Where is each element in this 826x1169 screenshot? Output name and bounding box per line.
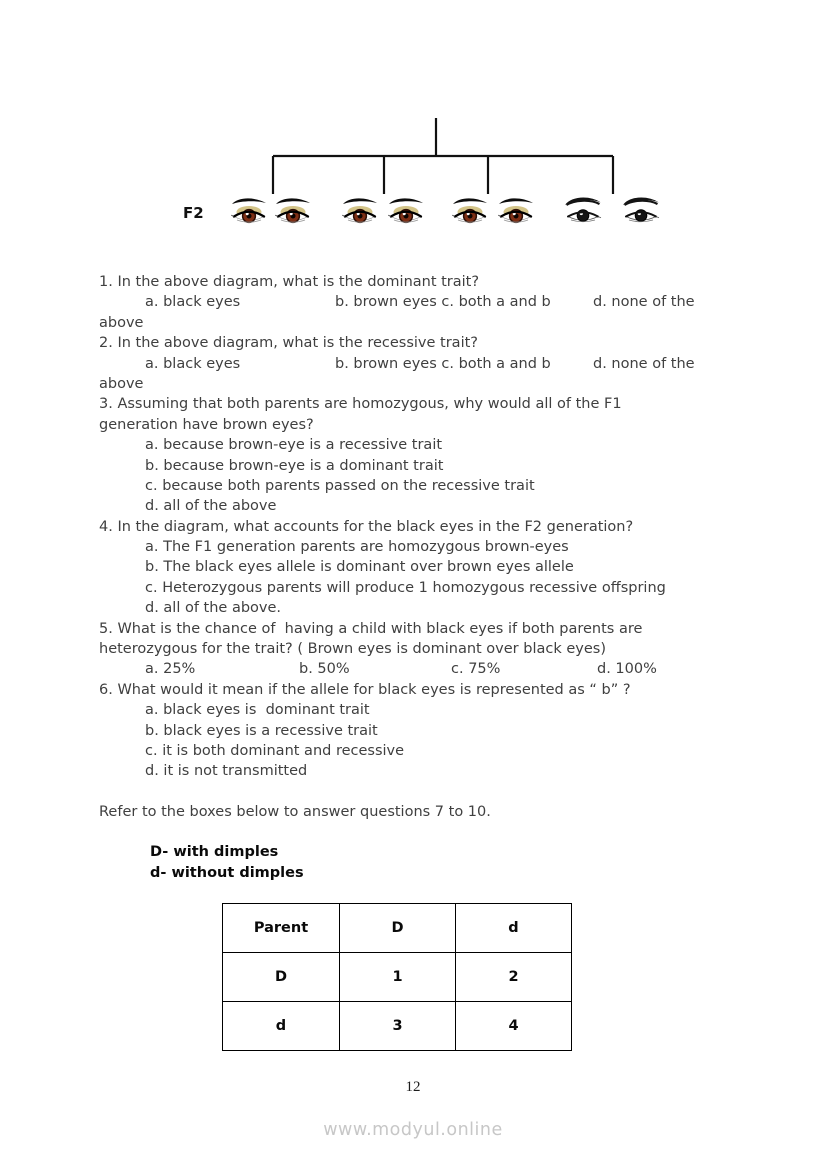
table-row-header: [223, 904, 572, 953]
q6-text: 6. What would it mean if the allele for black eyes is represented as “ b” ?: [99, 681, 631, 698]
cell-row-D: D: [223, 953, 340, 1002]
cell-row-d: d: [223, 1002, 340, 1051]
cell-parent: Parent: [223, 904, 340, 953]
cell-box-3: 3: [340, 1002, 456, 1051]
q1-text: 1. In the above diagram, what is the dominant trait?: [99, 274, 480, 290]
q1-option-d: d. none of the: [593, 294, 695, 311]
q2-option-a: a. black eyes: [145, 355, 241, 372]
punnett-table: [222, 903, 572, 1051]
table-row-D: [223, 953, 572, 1002]
eye-pair-brown-1: [231, 198, 310, 222]
q6-option-b: b. black eyes is a recessive trait: [145, 722, 378, 739]
pedigree-diagram: [100, 110, 726, 250]
q4-option-d: d. all of the above.: [145, 600, 282, 617]
q5-text-1: 5. What is the chance of having a child with black eyes if both parents are: [99, 620, 643, 637]
q2-option-d-wrap: above: [99, 375, 144, 392]
eye-pair-brown-2: [342, 198, 423, 222]
q3-text-1: 3. Assuming that both parents are homozygous, why would all of the F1: [99, 396, 622, 413]
q4-text: 4. In the diagram, what accounts for the black eyes in the F2 generation?: [99, 518, 634, 535]
q5-option-b: b. 50%: [299, 661, 350, 678]
cell-box-2: 2: [456, 953, 572, 1002]
q3-option-d: d. all of the above: [145, 498, 277, 515]
q5-option-a: a. 25%: [145, 661, 196, 678]
allele-key: [150, 842, 304, 884]
cell-box-1: 1: [340, 953, 456, 1002]
q6-option-d: d. it is not transmitted: [145, 763, 308, 780]
cell-header-D: D: [340, 904, 456, 953]
q4-option-a: a. The F1 generation parents are homozygous brown-eyes: [145, 539, 569, 556]
q6-option-a: a. black eyes is dominant trait: [145, 702, 370, 719]
q4-option-b: b. The black eyes allele is dominant over brown eyes allele: [145, 559, 574, 576]
refer-instruction: Refer to the boxes below to answer questions 7 to 10.: [99, 804, 491, 821]
q5-text-2: heterozygous for the trait? ( Brown eyes is dominant over black eyes): [99, 641, 606, 658]
cell-header-d: d: [456, 904, 572, 953]
q3-option-b: b. because brown-eye is a dominant trait: [145, 457, 444, 474]
q1-option-a: a. black eyes: [145, 294, 241, 311]
q6-option-c: c. it is both dominant and recessive: [145, 742, 405, 759]
page-number: 12: [405, 1079, 421, 1095]
blank-line: [99, 782, 739, 802]
cell-box-4: 4: [456, 1002, 572, 1051]
table-row-d: [223, 1002, 572, 1051]
questions-block: [99, 272, 739, 823]
q5-option-c: c. 75%: [451, 661, 501, 678]
q4-option-c: c. Heterozygous parents will produce 1 homozygous recessive offspring: [145, 579, 666, 596]
q3-option-c: c. because both parents passed on the recessive trait: [145, 477, 535, 494]
f2-generation-label: F2: [183, 204, 204, 222]
q2-option-d: d. none of the: [593, 355, 695, 372]
pedigree-lines: [273, 118, 613, 194]
q3-text-2: generation have brown eyes?: [99, 416, 314, 433]
q1-option-bc: b. brown eyes c. both a and b: [335, 294, 551, 311]
q3-option-a: a. because brown-eye is a recessive trait: [145, 437, 443, 454]
q5-option-d: d. 100%: [597, 661, 657, 678]
eye-pair-black-4: [565, 197, 659, 221]
watermark: www.modyul.online: [323, 1120, 503, 1140]
allele-key-recessive: d- without dimples: [150, 865, 304, 881]
q2-option-bc: b. brown eyes c. both a and b: [335, 355, 551, 372]
allele-key-dominant: D- with dimples: [150, 844, 279, 860]
eye-pair-brown-3: [452, 198, 533, 222]
q1-option-d-wrap: above: [99, 314, 144, 331]
q2-text: 2. In the above diagram, what is the recessive trait?: [99, 335, 478, 352]
